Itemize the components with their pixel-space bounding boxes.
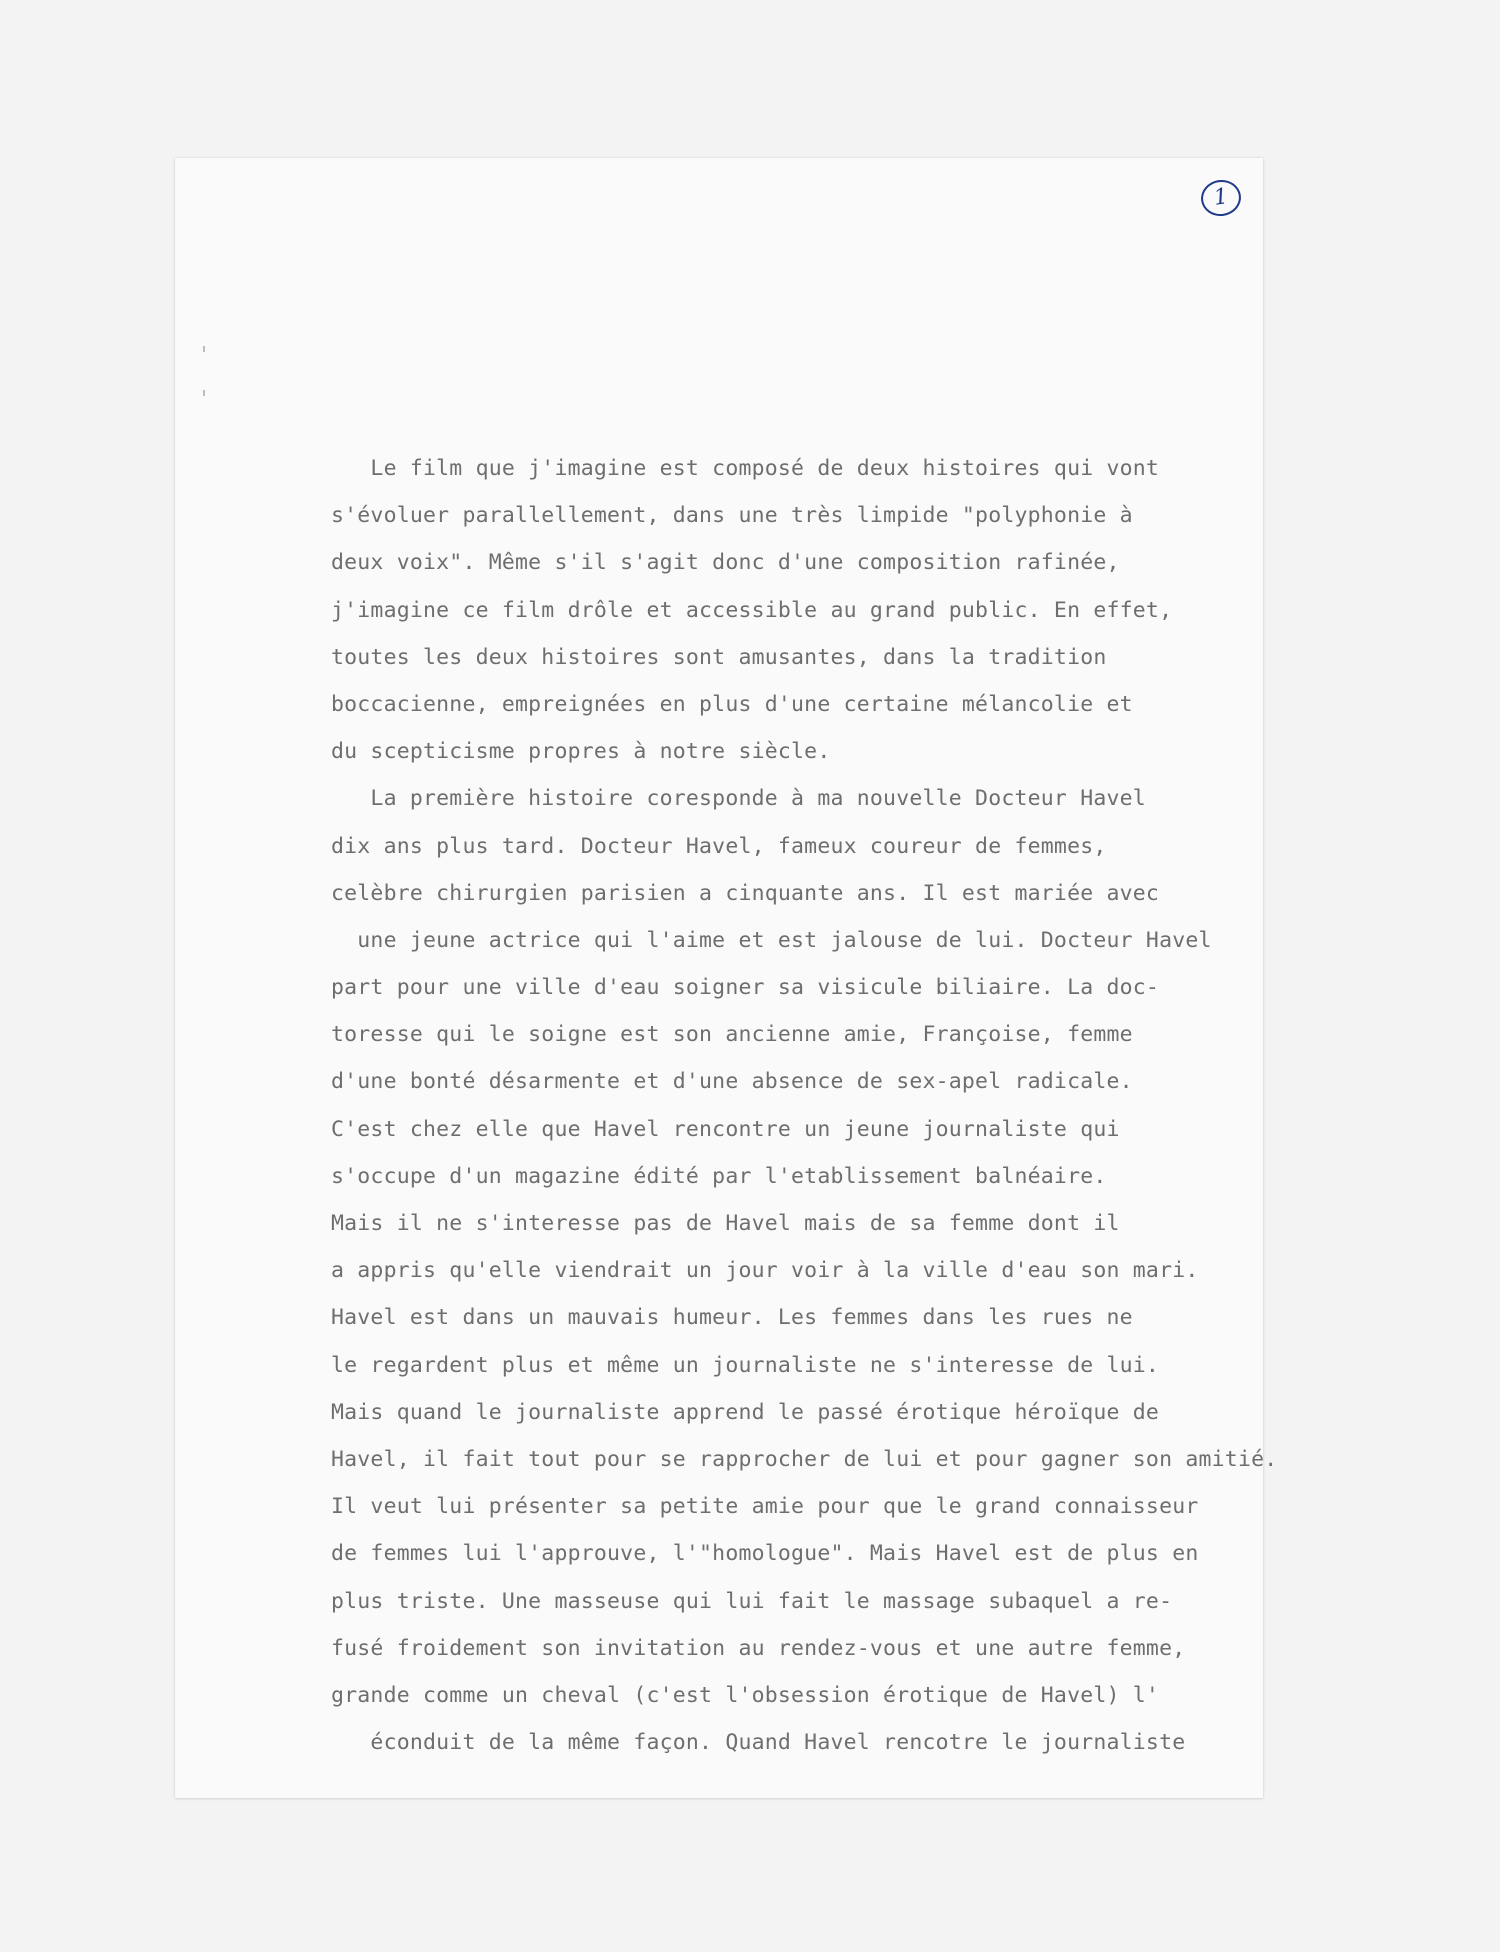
- text-line: une jeune actrice qui l'aime et est jalouse de lui. Docteur Havel: [331, 927, 1212, 953]
- body-text: [331, 445, 1278, 1766]
- text-line: Havel est dans un mauvais humeur. Les femmes dans les rues ne: [331, 1305, 1133, 1331]
- margin-mark: [203, 346, 205, 352]
- text-line: dix ans plus tard. Docteur Havel, fameux coureur de femmes,: [331, 833, 1107, 859]
- text-line: a appris qu'elle viendrait un jour voir à la ville d'eau son mari.: [331, 1258, 1199, 1284]
- text-line: s'occupe d'un magazine édité par l'etablissement balnéaire.: [331, 1163, 1107, 1189]
- page-number: 1: [1199, 177, 1244, 218]
- text-line: s'évoluer parallellement, dans une très limpide "polyphonie à: [331, 503, 1133, 529]
- text-line: Havel, il fait tout pour se rapprocher de lui et pour gagner son amitié.: [331, 1446, 1278, 1472]
- text-line: Mais il ne s'interesse pas de Havel mais de sa femme dont il: [331, 1211, 1120, 1236]
- text-line: toresse qui le soigne est son ancienne amie, Françoise, femme: [331, 1022, 1133, 1048]
- text-line: Mais quand le journaliste apprend le passé érotique héroïque de: [331, 1399, 1160, 1425]
- text-line: éconduit de la même façon. Quand Havel rencotre le journaliste: [331, 1730, 1186, 1756]
- text-line: deux voix". Même s'il s'agit donc d'une composition rafinée,: [331, 550, 1120, 576]
- text-line: fusé froidement son invitation au rendez-vous et une autre femme,: [331, 1635, 1186, 1661]
- text-line: celèbre chirurgien parisien a cinquante ans. Il est mariée avec: [331, 880, 1160, 906]
- text-line: part pour une ville d'eau soigner sa visicule biliaire. La doc-: [331, 975, 1160, 1001]
- text-line: boccacienne, empreignées en plus d'une certaine mélancolie et: [331, 691, 1133, 717]
- text-line: d'une bonté désarmente et d'une absence de sex-apel radicale.: [331, 1069, 1133, 1095]
- text-line: grande comme un cheval (c'est l'obsession érotique de Havel) l': [331, 1682, 1160, 1708]
- text-line: le regardent plus et même un journaliste ne s'interesse de lui.: [331, 1352, 1160, 1378]
- text-line: de femmes lui l'approuve, l'"homologue". Mais Havel est de plus en: [331, 1541, 1199, 1567]
- text-line: Le film que j'imagine est composé de deux histoires qui vont: [331, 456, 1160, 481]
- margin-mark: [203, 390, 205, 396]
- text-line: du scepticisme propres à notre siècle.: [331, 739, 831, 765]
- text-line: plus triste. Une masseuse qui lui fait le massage subaquel a re-: [331, 1588, 1173, 1614]
- typewritten-page: [175, 158, 1278, 1798]
- text-line: Il veut lui présenter sa petite amie pour que le grand connaisseur: [331, 1494, 1199, 1520]
- text-line: La première histoire coresponde à ma nouvelle Docteur Havel: [331, 786, 1146, 812]
- text-line: j'imagine ce film drôle et accessible au grand public. En effet,: [331, 597, 1173, 623]
- text-line: toutes les deux histoires sont amusantes, dans la tradition: [331, 644, 1107, 670]
- text-line: C'est chez elle que Havel rencontre un jeune journaliste qui: [331, 1116, 1120, 1142]
